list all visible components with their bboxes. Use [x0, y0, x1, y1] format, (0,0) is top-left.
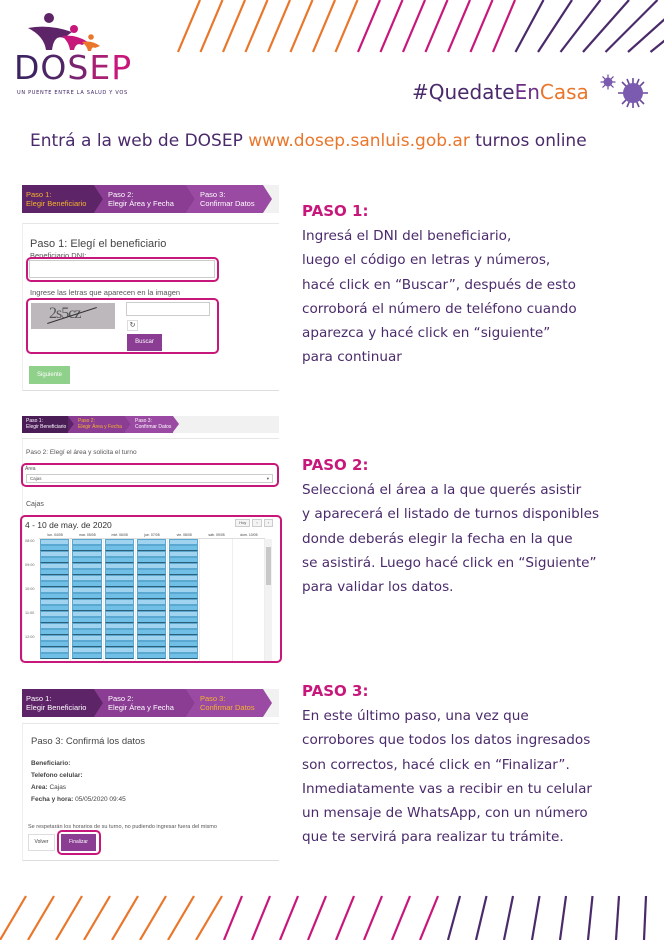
schedule-note: Se respetarán los horarios de su turno, no pudiendo ingresar fuera del mismo: [28, 824, 217, 830]
time-slot[interactable]: [40, 635, 69, 641]
logo-tagline: UN PUENTE ENTRE LA SALUD Y VOS: [17, 90, 128, 96]
time-slot[interactable]: [72, 653, 101, 659]
headline: [30, 131, 650, 151]
stripe: [196, 896, 222, 940]
time-slot[interactable]: [137, 653, 166, 659]
headline-text: turnos online: [469, 131, 587, 151]
confirm-label: Fecha y hora:: [31, 796, 74, 803]
captcha-image: [31, 303, 115, 329]
calendar-day-column: [136, 539, 168, 661]
stripe: [268, 0, 290, 52]
time-slot[interactable]: [169, 539, 198, 545]
confirm-label: Area:: [31, 784, 48, 791]
time-slot[interactable]: [137, 605, 166, 611]
time-slot[interactable]: [169, 611, 198, 617]
calendar-day-column: [39, 539, 71, 661]
time-slot[interactable]: [105, 557, 134, 563]
wizard-steps: [22, 416, 279, 433]
website-link[interactable]: www.dosep.sanluis.gob.ar: [248, 131, 470, 151]
wizard-step-3[interactable]: [186, 689, 263, 717]
time-slot[interactable]: [72, 635, 101, 641]
time-slot[interactable]: [72, 557, 101, 563]
time-slot[interactable]: [169, 587, 198, 593]
stripe: [168, 896, 194, 940]
time-slot[interactable]: [72, 647, 101, 653]
calendar-times: [25, 539, 39, 661]
time-slot[interactable]: [72, 605, 101, 611]
wizard-step-1[interactable]: [22, 185, 94, 213]
stripe: [140, 896, 166, 940]
calendar-day-header: sáb. 09/05: [200, 533, 232, 539]
time-slot[interactable]: [72, 569, 101, 575]
calendar-day-header: mar. 05/05: [71, 533, 103, 539]
time-slot[interactable]: [40, 575, 69, 581]
time-slot[interactable]: [105, 545, 134, 551]
stripe: [364, 896, 382, 940]
hashtag-part: En: [514, 80, 540, 104]
step3-screenshot: [22, 689, 279, 861]
calendar-day-column: [71, 539, 103, 661]
time-slot[interactable]: [105, 587, 134, 593]
time-slot[interactable]: [72, 575, 101, 581]
time-slot[interactable]: [137, 557, 166, 563]
calendar-day-header: jue. 07/05: [136, 533, 168, 539]
time-slot[interactable]: [40, 647, 69, 653]
step3-instructions: [302, 682, 662, 850]
stripe: [56, 896, 82, 940]
calendar-day-column: [168, 539, 200, 661]
calendar-nav: [235, 519, 273, 527]
time-slot[interactable]: [72, 611, 101, 617]
stripe: [516, 0, 544, 52]
panel-title: Paso 3: Confirmá los datos: [31, 736, 146, 747]
time-slot[interactable]: [137, 593, 166, 599]
confirm-row: [31, 760, 70, 767]
time-slot[interactable]: [169, 599, 198, 605]
time-slot[interactable]: [72, 617, 101, 623]
time-slot[interactable]: [72, 641, 101, 647]
time-slot[interactable]: [169, 635, 198, 641]
calendar-day-header: vie. 08/05: [168, 533, 200, 539]
time-slot[interactable]: [72, 623, 101, 629]
virus-icon: [617, 77, 649, 109]
time-slot[interactable]: [137, 551, 166, 557]
volver-button[interactable]: Volver: [28, 834, 55, 851]
confirm-label: Beneficiario:: [31, 760, 71, 767]
step1-screenshot: [22, 185, 279, 391]
stripe: [252, 896, 270, 940]
section-title: Cajas: [26, 501, 44, 508]
time-slot[interactable]: [169, 545, 198, 551]
calendar-day-column: [104, 539, 136, 661]
stripe: [392, 896, 410, 940]
time-slot[interactable]: [105, 551, 134, 557]
logo-letter: P: [111, 48, 133, 87]
area-select[interactable]: [26, 474, 273, 483]
dni-input[interactable]: [29, 260, 215, 278]
stripes-graphic: [170, 0, 664, 56]
virus-icon: [600, 74, 616, 90]
time-slot[interactable]: [137, 617, 166, 623]
time-slot[interactable]: [169, 605, 198, 611]
time-slot[interactable]: [105, 653, 134, 659]
buscar-button[interactable]: Buscar: [127, 334, 162, 351]
stripes-graphic: [0, 893, 664, 940]
time-slot[interactable]: [72, 587, 101, 593]
time-slot[interactable]: [105, 581, 134, 587]
stripe: [504, 896, 513, 940]
stripe: [358, 0, 380, 52]
time-slot[interactable]: [137, 545, 166, 551]
confirm-value: Cajas: [49, 784, 67, 791]
calendar-day-column: [233, 539, 265, 661]
time-slot[interactable]: [105, 575, 134, 581]
wizard-step-label: Paso 2:: [78, 418, 95, 424]
panel-title: Paso 1: Elegí el beneficiario: [30, 238, 167, 250]
time-slot[interactable]: [169, 563, 198, 569]
time-slot[interactable]: [40, 611, 69, 617]
wizard-step-label: Elegir Beneficiario: [26, 199, 87, 208]
stripe: [644, 896, 646, 940]
time-slot[interactable]: [40, 581, 69, 587]
stripe: [28, 896, 54, 940]
time-slot[interactable]: [169, 557, 198, 563]
step-body: Seleccioná el área a la que querés asistir y aparecerá el listado de turnos disponibles donde deberás elegir la fecha en la que se asistirá. Luego hacé click en “Siguiente” para validar los datos.: [302, 482, 600, 596]
time-slot[interactable]: [137, 569, 166, 575]
time-slot[interactable]: [40, 629, 69, 635]
time-slot[interactable]: [40, 617, 69, 623]
wizard-step-3[interactable]: [125, 416, 173, 433]
calendar-title: 4 - 10 de may. de 2020: [25, 520, 112, 530]
stripe: [112, 896, 138, 940]
step-title: PASO 2:: [302, 456, 369, 474]
time-slot[interactable]: [169, 617, 198, 623]
finalizar-button[interactable]: Finalizar: [61, 834, 96, 851]
dropdown-arrow-icon: ▾: [266, 476, 269, 481]
area-select-value: Cajas: [30, 476, 42, 481]
time-slot[interactable]: [105, 647, 134, 653]
time-slot[interactable]: [105, 617, 134, 623]
time-slot[interactable]: [169, 647, 198, 653]
logo-letter: O: [40, 48, 68, 87]
wizard-step-label: Paso 3:: [200, 694, 226, 703]
time-slot[interactable]: [105, 599, 134, 605]
time-slot[interactable]: [72, 581, 101, 587]
confirm-row: [31, 796, 126, 803]
step-body: En este último paso, una vez que corrobores que todos los datos ingresados son correctos, hacé click en “Finalizar”. Inmediatamente vas a recibir en tu celular un mensaje de WhatsApp, con un número que te servirá para realizar tu trámite.: [302, 708, 593, 846]
time-slot[interactable]: [40, 545, 69, 551]
time-slot[interactable]: [40, 557, 69, 563]
stripe: [420, 896, 438, 940]
wizard-step-label: Paso 2:: [108, 190, 134, 199]
confirm-value: 05/05/2020 09:45: [75, 796, 126, 803]
area-label: Área: [25, 466, 36, 472]
time-slot[interactable]: [169, 581, 198, 587]
time-slot[interactable]: [105, 569, 134, 575]
logo-letter: E: [89, 48, 112, 87]
stripe: [588, 896, 593, 940]
calendar-time-label: 10:00: [25, 587, 35, 591]
time-slot[interactable]: [105, 593, 134, 599]
time-slot[interactable]: [169, 653, 198, 659]
time-slot[interactable]: [72, 599, 101, 605]
headline-text: Entrá a la web de DOSEP: [30, 131, 249, 151]
stripe: [223, 0, 245, 52]
wizard-step-label: Paso 1:: [26, 190, 52, 199]
stripe: [336, 896, 354, 940]
captcha-label: Ingrese las letras que aparecen en la imagen: [30, 288, 181, 297]
stripe: [448, 0, 470, 52]
wizard-steps: [22, 689, 279, 717]
logo-letter: D: [14, 48, 41, 87]
time-slot[interactable]: [137, 647, 166, 653]
captcha-text: 2s5cz: [49, 305, 81, 322]
wizard-step-1[interactable]: [22, 416, 68, 433]
stripe: [616, 896, 619, 940]
time-slot[interactable]: [169, 623, 198, 629]
confirm-label: Telefono celular:: [31, 772, 83, 779]
prev-week-button[interactable]: ‹: [252, 519, 261, 527]
time-slot[interactable]: [40, 599, 69, 605]
calendar-time-label: 09:00: [25, 563, 35, 567]
stripe: [178, 0, 200, 52]
time-slot[interactable]: [40, 539, 69, 545]
time-slot[interactable]: [72, 545, 101, 551]
stripe: [280, 896, 298, 940]
time-slot[interactable]: [40, 641, 69, 647]
time-slot[interactable]: [105, 629, 134, 635]
step1-panel: [22, 223, 279, 391]
wizard-step-label: Confirmar Datos: [200, 703, 255, 712]
calendar-body: [25, 539, 272, 661]
wizard-step-2[interactable]: [68, 416, 125, 433]
time-slot[interactable]: [105, 563, 134, 569]
stripe: [0, 896, 26, 940]
today-button[interactable]: Hoy: [235, 519, 250, 527]
stripe: [448, 896, 460, 940]
time-slot[interactable]: [169, 575, 198, 581]
calendar-time-label: 11:00: [25, 611, 35, 615]
stripe: [381, 0, 403, 52]
time-slot[interactable]: [169, 629, 198, 635]
bottom-decorative-stripes: [0, 893, 664, 940]
time-slot[interactable]: [137, 587, 166, 593]
stripe: [224, 896, 242, 940]
stripe: [426, 0, 448, 52]
stripe: [493, 0, 515, 52]
calendar-columns: [39, 539, 265, 661]
stripe: [336, 0, 358, 52]
scrollbar-thumb[interactable]: [266, 547, 271, 585]
hashtag-part: #Quedate: [412, 80, 515, 104]
time-slot[interactable]: [40, 587, 69, 593]
wizard-step-label: Paso 3:: [200, 190, 226, 199]
wizard-step-label: Confirmar Datos: [135, 424, 172, 430]
stripe: [471, 0, 493, 52]
stripe: [308, 896, 326, 940]
time-slot[interactable]: [169, 593, 198, 599]
step2-panel: [22, 438, 279, 664]
time-slot[interactable]: [105, 611, 134, 617]
wizard-step-2[interactable]: [94, 689, 186, 717]
time-slot[interactable]: [137, 623, 166, 629]
time-slot[interactable]: [169, 551, 198, 557]
time-slot[interactable]: [169, 641, 198, 647]
time-slot[interactable]: [40, 569, 69, 575]
time-slot[interactable]: [72, 593, 101, 599]
wizard-step-label: Elegir Área y Fecha: [108, 703, 174, 712]
stripe: [476, 896, 487, 940]
wizard-step-label: Confirmar Datos: [200, 199, 255, 208]
step2-instructions: [302, 456, 662, 599]
time-slot[interactable]: [105, 539, 134, 545]
wizard-step-label: Elegir Área y Fecha: [78, 424, 122, 430]
stripe: [84, 896, 110, 940]
step2-screenshot: [22, 416, 279, 664]
stripe: [291, 0, 313, 52]
stripe: [560, 896, 566, 940]
calendar-day-header: lun. 04/05: [39, 533, 71, 539]
top-decorative-stripes: [170, 0, 664, 56]
time-slot[interactable]: [40, 551, 69, 557]
wizard-step-1[interactable]: [22, 689, 94, 717]
time-slot[interactable]: [105, 605, 134, 611]
calendar-day-header: dom. 10/05: [233, 533, 265, 539]
next-week-button[interactable]: ›: [264, 519, 273, 527]
step3-panel: [22, 723, 279, 861]
family-figures-icon: [24, 12, 114, 52]
dni-label: Beneficiario DNI:: [30, 251, 87, 260]
logo-wordmark: [14, 50, 132, 86]
confirm-row: [31, 772, 83, 779]
time-slot[interactable]: [137, 581, 166, 587]
time-slot[interactable]: [40, 605, 69, 611]
time-slot[interactable]: [40, 563, 69, 569]
wizard-step-label: Paso 1:: [26, 694, 52, 703]
time-slot[interactable]: [137, 599, 166, 605]
stripe: [403, 0, 425, 52]
siguiente-button[interactable]: Siguiente: [29, 366, 70, 384]
wizard-step-label: Paso 1:: [26, 418, 43, 424]
dosep-logo: [14, 12, 144, 102]
time-slot[interactable]: [72, 539, 101, 545]
time-slot[interactable]: [169, 569, 198, 575]
wizard-step-label: Elegir Área y Fecha: [108, 199, 174, 208]
calendar-grid: [25, 533, 272, 661]
time-slot[interactable]: [137, 611, 166, 617]
stripe: [313, 0, 335, 52]
step1-instructions: [302, 202, 662, 370]
time-slot[interactable]: [105, 635, 134, 641]
time-slot[interactable]: [137, 641, 166, 647]
step-title: PASO 3:: [302, 682, 369, 700]
captcha-input[interactable]: [126, 302, 210, 316]
refresh-icon[interactable]: ↻: [127, 320, 138, 331]
logo-letter: S: [67, 48, 90, 87]
calendar-scrollbar[interactable]: [265, 539, 272, 661]
confirm-row: [31, 784, 66, 791]
time-slot[interactable]: [137, 635, 166, 641]
stripe: [606, 0, 658, 52]
time-slot[interactable]: [105, 623, 134, 629]
time-slot[interactable]: [40, 623, 69, 629]
wizard-step-label: Paso 2:: [108, 694, 134, 703]
calendar-day-header: mié. 06/05: [104, 533, 136, 539]
wizard-steps: [22, 185, 279, 213]
stripe: [532, 896, 540, 940]
time-slot[interactable]: [105, 641, 134, 647]
hashtag-part: Casa: [539, 80, 589, 104]
wizard-step-2[interactable]: [94, 185, 186, 213]
time-slot[interactable]: [40, 593, 69, 599]
calendar-day-column: [200, 539, 232, 661]
time-slot[interactable]: [72, 563, 101, 569]
wizard-step-label: Paso 3:: [135, 418, 152, 424]
stripe: [201, 0, 223, 52]
step-body: Ingresá el DNI del beneficiario, luego el código en letras y números, hacé click en “Buscar”, después de esto corroborá el número de teléfono cuando aparezca y hacé click en “siguiente” para continuar: [302, 228, 577, 366]
time-slot[interactable]: [72, 551, 101, 557]
time-slot[interactable]: [72, 629, 101, 635]
time-slot[interactable]: [137, 575, 166, 581]
wizard-step-3[interactable]: [186, 185, 263, 213]
time-slot[interactable]: [137, 629, 166, 635]
hashtag-quedate-en-casa: [412, 80, 589, 104]
wizard-step-label: Elegir Beneficiario: [26, 424, 67, 430]
calendar-time-label: 08:00: [25, 539, 35, 543]
time-slot[interactable]: [137, 539, 166, 545]
stripe: [246, 0, 268, 52]
wizard-step-label: Elegir Beneficiario: [26, 703, 87, 712]
calendar-time-label: 12:00: [25, 635, 35, 639]
step-title: PASO 1:: [302, 202, 369, 220]
time-slot[interactable]: [40, 653, 69, 659]
time-slot[interactable]: [137, 563, 166, 569]
panel-title: Paso 2: Elegí el área y solicita el turno: [26, 449, 137, 456]
stripe: [583, 0, 629, 52]
